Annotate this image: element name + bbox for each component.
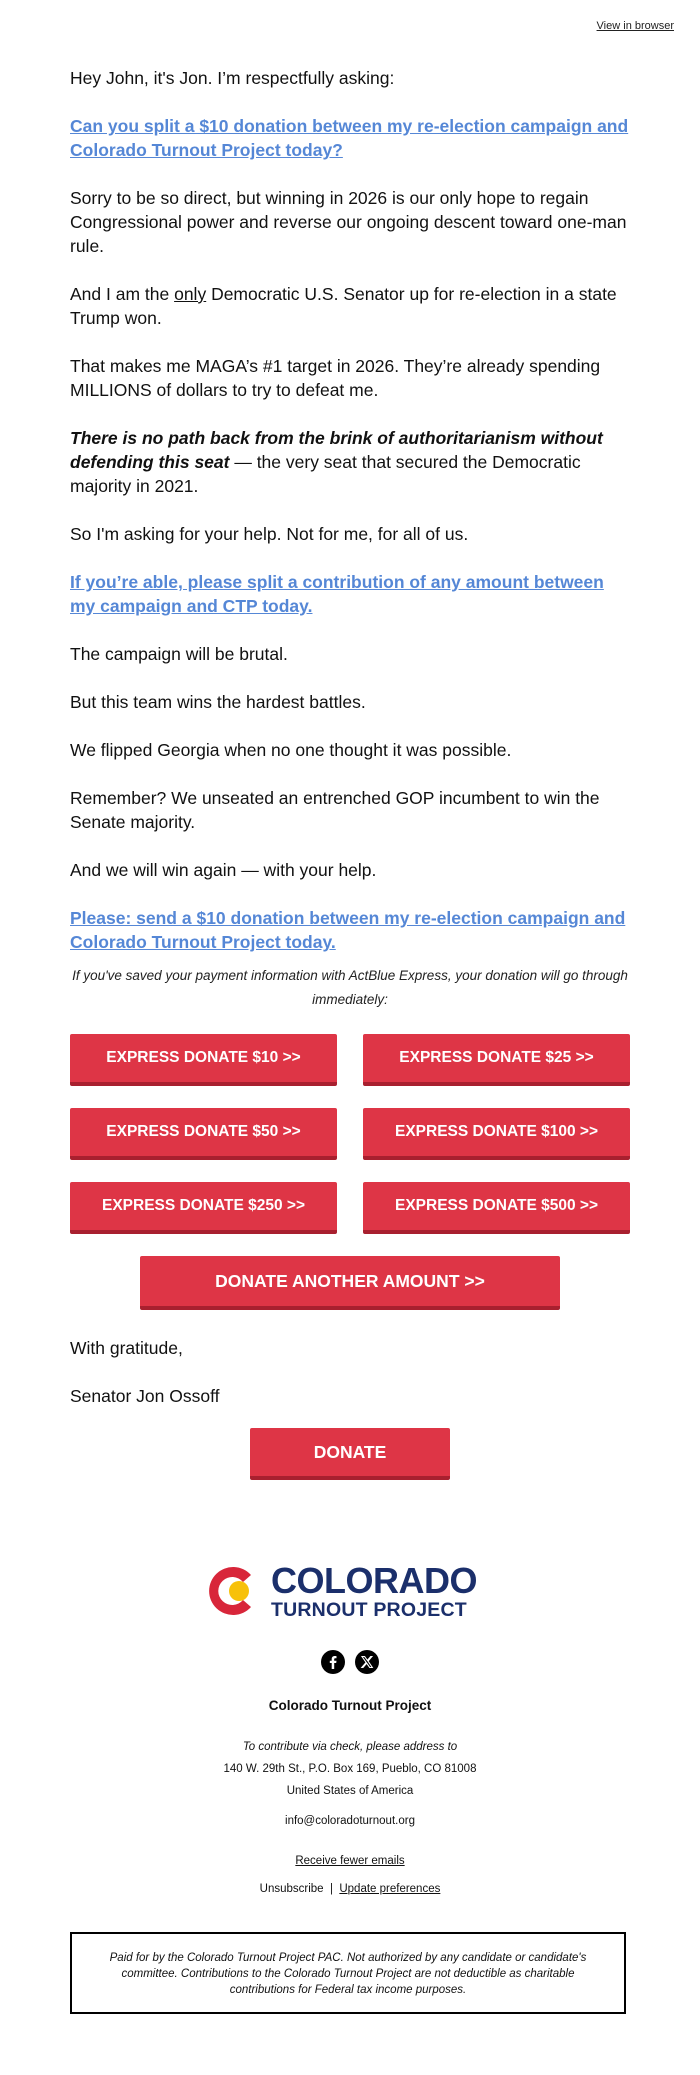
paid-for-disclaimer: Paid for by the Colorado Turnout Project PAC. Not authorized by any candidate or candidate's committee. Contributions to the Colorado Turnout Project are not deductible as charitable contributions for Federal tax income purposes. [70, 1932, 626, 2014]
paragraph-2 [70, 282, 630, 330]
social-links [0, 1650, 700, 1674]
mailing-address: 140 W. 29th St., P.O. Box 169, Pueblo, CO 81008 [223, 1763, 477, 1775]
receive-fewer-emails[interactable]: Receive fewer emails [295, 1855, 405, 1867]
p4-rest: — the very seat that secured the Democratic majority in 2021. [70, 452, 581, 496]
donation-link-1[interactable]: Can you split a $10 donation between my re-election campaign and Colorado Turnout Project today? [70, 116, 629, 160]
donate-button[interactable]: DONATE [250, 1428, 450, 1480]
paragraph-9: Remember? We unseated an entrenched GOP incumbent to win the Senate majority. [70, 788, 600, 832]
express-donate-grid [70, 1034, 630, 1234]
donation-link-2-para [70, 570, 630, 618]
express-donate-250-button[interactable]: EXPRESS DONATE $250 >> [70, 1182, 337, 1234]
logo-text [271, 1560, 501, 1621]
donation-link-3-para [70, 906, 630, 954]
p2-only: only [174, 284, 207, 304]
paragraph-5: So I'm asking for your help. Not for me, for all of us. [70, 524, 469, 544]
paragraph-7: But this team wins the hardest battles. [70, 692, 366, 712]
logo-line1: COLORADO [271, 1560, 477, 1601]
view-in-browser-link[interactable]: View in browser [596, 20, 674, 32]
email-body [70, 66, 630, 1480]
donation-link-3[interactable]: Please: send a $10 donation between my re-election campaign and Colorado Turnout Project today. [70, 908, 626, 952]
logo-line2: TURNOUT PROJECT [271, 1599, 467, 1621]
signature-name: Senator Jon Ossoff [70, 1386, 220, 1406]
colorado-c-logo-icon [207, 1561, 267, 1621]
p4-emphasis: There is no path back from the brink of authoritarianism without defending this seat [70, 428, 603, 472]
donation-link-2[interactable]: If you’re able, please split a contribution of any amount between my campaign and CTP today. [70, 572, 604, 616]
colorado-turnout-project-logo [207, 1561, 493, 1623]
donation-link-1-para [70, 114, 630, 162]
link-separator: | [329, 1883, 333, 1895]
paragraph-8: We flipped Georgia when no one thought it was possible. [70, 740, 512, 760]
footer-org-name: Colorado Turnout Project [268, 1698, 432, 1713]
express-donate-25-button[interactable]: EXPRESS DONATE $25 >> [363, 1034, 630, 1086]
footer-links [0, 1883, 700, 1895]
p2-suffix: Democratic U.S. Senator up for re-election in a state Trump won. [70, 284, 617, 328]
closing: With gratitude, [70, 1338, 183, 1358]
greeting: Hey John, it's Jon. I’m respectfully asking: [70, 68, 395, 88]
country: United States of America [286, 1785, 414, 1797]
express-donate-10-button[interactable]: EXPRESS DONATE $10 >> [70, 1034, 337, 1086]
receive-fewer-emails-link [0, 1855, 700, 1867]
donate-another-amount-button[interactable]: DONATE ANOTHER AMOUNT >> [140, 1256, 560, 1310]
express-note: If you've saved your payment information with ActBlue Express, your donation will go through immediately: [72, 968, 628, 1007]
contact-email[interactable]: info@coloradoturnout.org [285, 1815, 415, 1827]
footer-address [0, 1736, 700, 1802]
express-donate-100-button[interactable]: EXPRESS DONATE $100 >> [363, 1108, 630, 1160]
paragraph-1: Sorry to be so direct, but winning in 2026 is our only hope to regain Congressional power and reverse our ongoing descent toward one-man rule. [70, 188, 627, 256]
facebook-icon[interactable] [321, 1650, 345, 1674]
express-donate-500-button[interactable]: EXPRESS DONATE $500 >> [363, 1182, 630, 1234]
express-donate-50-button[interactable]: EXPRESS DONATE $50 >> [70, 1108, 337, 1160]
x-twitter-icon[interactable] [355, 1650, 379, 1674]
paragraph-3: That makes me MAGA’s #1 target in 2026. They’re already spending MILLIONS of dollars to try to defeat me. [70, 356, 601, 400]
unsubscribe-link[interactable]: Unsubscribe [259, 1883, 324, 1895]
paragraph-10: And we will win again — with your help. [70, 860, 377, 880]
paragraph-4 [70, 426, 630, 498]
p2-prefix: And I am the [70, 284, 175, 304]
paragraph-6: The campaign will be brutal. [70, 644, 288, 664]
update-preferences-link[interactable]: Update preferences [339, 1883, 441, 1895]
check-note: To contribute via check, please address to [242, 1741, 458, 1753]
